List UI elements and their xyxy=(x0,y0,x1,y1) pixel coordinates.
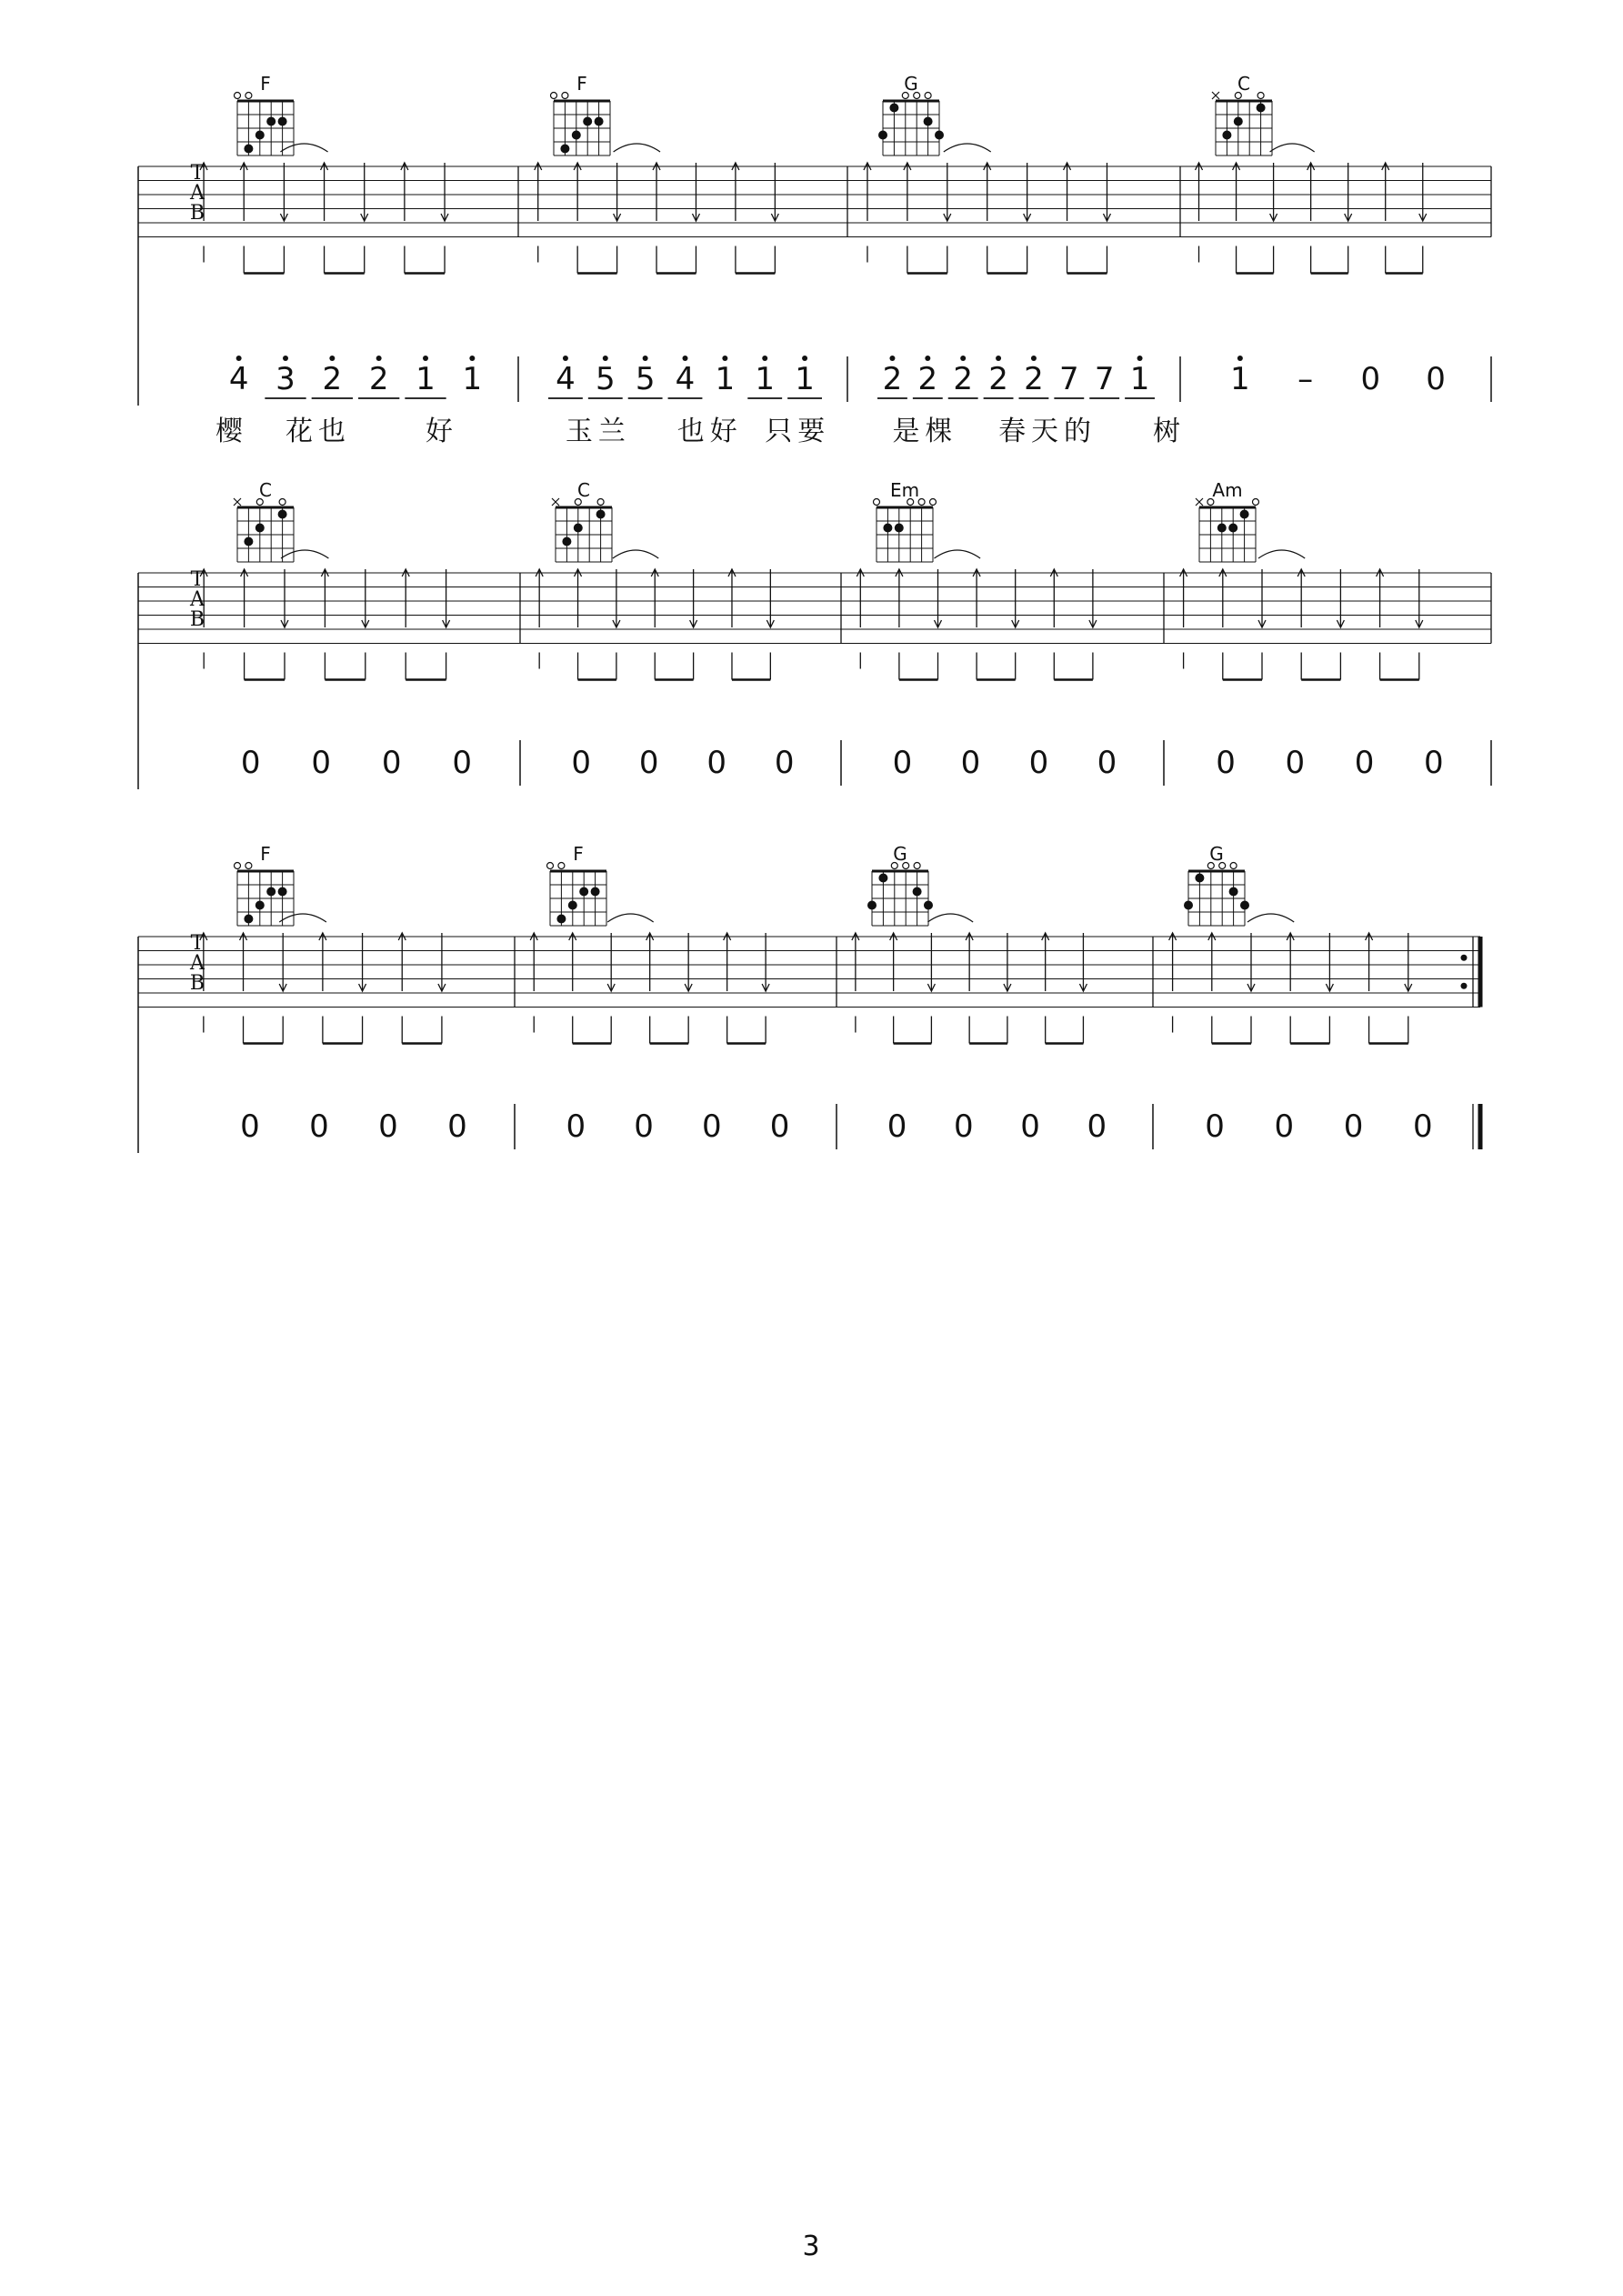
open-string-marker xyxy=(235,93,241,99)
finger-dot xyxy=(1234,117,1243,126)
jianpu-note: 0 xyxy=(571,745,592,781)
octave-dot xyxy=(925,356,930,361)
lyric-text: 只要 xyxy=(765,416,831,447)
jianpu-note: 0 xyxy=(954,1108,974,1145)
finger-dot xyxy=(266,117,276,126)
chord-diagram xyxy=(878,73,944,155)
jianpu-note: 2 xyxy=(322,361,343,397)
finger-dot xyxy=(244,145,253,154)
tie-arc xyxy=(281,550,328,558)
chord-diagram xyxy=(551,73,611,155)
finger-dot xyxy=(1229,887,1238,897)
finger-dot xyxy=(556,915,566,924)
finger-dot xyxy=(895,524,904,533)
score-systems xyxy=(138,73,1491,1153)
chord-diagram xyxy=(234,479,294,562)
measure xyxy=(1180,479,1491,786)
jianpu-note: 0 xyxy=(1426,361,1446,397)
chord-diagram xyxy=(1184,843,1249,926)
finger-dot xyxy=(255,524,265,533)
jianpu-note: 1 xyxy=(715,361,736,397)
octave-dot xyxy=(376,356,382,361)
finger-dot xyxy=(883,524,892,533)
jianpu-note: 0 xyxy=(1097,745,1117,781)
octave-dot xyxy=(1031,356,1037,361)
finger-dot xyxy=(1240,510,1249,519)
page-number: 3 xyxy=(802,2231,820,2262)
jianpu-note: 0 xyxy=(634,1108,654,1145)
octave-dot xyxy=(889,356,895,361)
jianpu-note: 7 xyxy=(1094,361,1115,397)
jianpu-note: 0 xyxy=(240,745,261,781)
octave-dot xyxy=(722,356,727,361)
muted-string-marker xyxy=(1196,498,1203,506)
chord-name: F xyxy=(260,843,271,865)
jianpu-note: 0 xyxy=(892,745,913,781)
tie-arc xyxy=(614,144,660,152)
jianpu-note: 2 xyxy=(1024,361,1044,397)
octave-dot xyxy=(563,356,568,361)
chord-name: F xyxy=(573,843,584,865)
measure xyxy=(536,479,841,786)
jianpu-note: 4 xyxy=(228,361,249,397)
tab-clef-letter: A xyxy=(190,952,205,975)
open-string-marker xyxy=(925,93,931,99)
chord-diagram xyxy=(235,843,295,926)
tab-clef-letter: A xyxy=(190,588,205,611)
finger-dot xyxy=(1257,104,1266,113)
octave-dot xyxy=(329,356,335,361)
tab-clef-letter: A xyxy=(190,182,205,205)
finger-dot xyxy=(1217,524,1227,533)
measure xyxy=(200,843,515,1149)
jianpu-note: 0 xyxy=(774,745,795,781)
finger-dot xyxy=(1240,901,1249,910)
finger-dot xyxy=(889,104,898,113)
open-string-marker xyxy=(914,863,920,869)
open-string-marker xyxy=(930,499,937,506)
open-string-marker xyxy=(562,93,568,99)
open-string-marker xyxy=(245,93,252,99)
jianpu-note: 2 xyxy=(917,361,938,397)
jianpu-note: 7 xyxy=(1058,361,1079,397)
finger-dot xyxy=(255,901,265,910)
jianpu-note: 5 xyxy=(595,361,616,397)
finger-dot xyxy=(255,131,265,140)
score-system xyxy=(138,479,1491,789)
jianpu-note: 0 xyxy=(638,745,659,781)
chord-name: G xyxy=(904,73,918,95)
tie-arc xyxy=(1270,144,1315,152)
chord-name: F xyxy=(576,73,587,95)
jianpu-note: 0 xyxy=(769,1108,790,1145)
lyric-text: 也好 xyxy=(676,416,743,447)
chord-name: Am xyxy=(1212,479,1243,501)
lyric-text: 好 xyxy=(426,416,458,447)
lyric-text: 树 xyxy=(1153,416,1186,447)
jianpu-note: 0 xyxy=(1360,361,1381,397)
measure xyxy=(852,843,1153,1149)
jianpu-note: 0 xyxy=(1020,1108,1040,1145)
chord-name: C xyxy=(1237,73,1250,95)
open-string-marker xyxy=(597,499,604,506)
finger-dot xyxy=(867,901,877,910)
finger-dot xyxy=(244,915,253,924)
jianpu-note: 2 xyxy=(953,361,974,397)
measure xyxy=(530,843,837,1149)
jianpu-note: 0 xyxy=(1205,1108,1225,1145)
jianpu-note: 0 xyxy=(447,1108,467,1145)
chord-name: C xyxy=(259,479,272,501)
chord-diagram xyxy=(235,73,295,155)
finger-dot xyxy=(596,510,606,519)
finger-dot xyxy=(595,117,604,126)
jianpu-note: 3 xyxy=(276,361,296,397)
measure xyxy=(1153,73,1491,447)
chord-name: G xyxy=(1209,843,1224,865)
muted-string-marker xyxy=(1212,92,1219,99)
jianpu-note: 0 xyxy=(1285,745,1306,781)
jianpu-note: 0 xyxy=(240,1108,260,1145)
muted-string-marker xyxy=(234,498,241,506)
open-string-marker xyxy=(551,93,557,99)
jianpu-note: 1 xyxy=(1230,361,1250,397)
open-string-marker xyxy=(1253,499,1259,506)
chord-diagram xyxy=(547,843,607,926)
jianpu-note: 2 xyxy=(368,361,389,397)
octave-dot xyxy=(236,356,242,361)
octave-dot xyxy=(762,356,767,361)
jianpu-note: 0 xyxy=(309,1108,329,1145)
open-string-marker xyxy=(1257,93,1264,99)
jianpu-note: 0 xyxy=(887,1108,907,1145)
jianpu-note: 0 xyxy=(960,745,981,781)
measure xyxy=(200,479,520,786)
jianpu-note: 4 xyxy=(556,361,576,397)
open-string-marker xyxy=(547,863,554,869)
tie-arc xyxy=(1258,550,1305,558)
jianpu-note: 0 xyxy=(452,745,473,781)
open-string-marker xyxy=(1207,499,1214,506)
jianpu-note: 0 xyxy=(311,745,332,781)
tab-clef-letter: B xyxy=(189,608,205,631)
jianpu-note: 0 xyxy=(566,1108,586,1145)
measure xyxy=(857,479,1164,786)
jianpu-note: 0 xyxy=(702,1108,722,1145)
repeat-dot xyxy=(1461,955,1468,961)
finger-dot xyxy=(913,887,922,897)
lyric-text: 玉兰 xyxy=(565,416,631,447)
finger-dot xyxy=(244,537,253,546)
finger-dot xyxy=(574,524,583,533)
jianpu-note: 1 xyxy=(1129,361,1150,397)
jianpu-note: 0 xyxy=(1354,745,1375,781)
chord-name: G xyxy=(893,843,907,865)
jianpu-note: 0 xyxy=(706,745,727,781)
jianpu-note: 0 xyxy=(1087,1108,1107,1145)
chord-diagram xyxy=(552,479,612,562)
finger-dot xyxy=(568,901,577,910)
jianpu-note: 2 xyxy=(988,361,1008,397)
octave-dot xyxy=(283,356,288,361)
finger-dot xyxy=(1222,131,1231,140)
octave-dot xyxy=(1137,356,1143,361)
finger-dot xyxy=(1195,874,1204,883)
chord-name: C xyxy=(577,479,590,501)
chord-diagram xyxy=(1212,73,1272,155)
finger-dot xyxy=(1228,524,1237,533)
chord-diagram xyxy=(867,843,933,926)
jianpu-note: 0 xyxy=(1216,745,1236,781)
octave-dot xyxy=(423,356,428,361)
repeat-dot xyxy=(1461,983,1468,989)
open-string-marker xyxy=(279,499,286,506)
open-string-marker xyxy=(245,863,252,869)
finger-dot xyxy=(266,887,276,897)
measure xyxy=(864,73,1180,447)
muted-string-marker xyxy=(552,498,559,506)
score-system xyxy=(138,73,1491,447)
chord-name: Em xyxy=(889,479,920,501)
jianpu-note: 1 xyxy=(462,361,483,397)
finger-dot xyxy=(924,117,933,126)
jianpu-note: 0 xyxy=(1343,1108,1364,1145)
tie-arc xyxy=(935,550,981,558)
finger-dot xyxy=(878,874,887,883)
measure xyxy=(535,73,847,447)
lyric-text: 樱 xyxy=(215,416,248,447)
tie-arc xyxy=(613,550,658,558)
finger-dot xyxy=(562,537,571,546)
octave-dot xyxy=(960,356,966,361)
jianpu-note: 1 xyxy=(795,361,815,397)
finger-dot xyxy=(878,131,887,140)
finger-dot xyxy=(935,131,944,140)
tie-arc xyxy=(944,144,991,152)
octave-dot xyxy=(1237,356,1243,361)
octave-dot xyxy=(469,356,475,361)
jianpu-note: 0 xyxy=(1413,1108,1433,1145)
lyric-text: 花也 xyxy=(286,416,351,447)
chord-name: F xyxy=(260,73,271,95)
finger-dot xyxy=(924,901,933,910)
jianpu-note: 0 xyxy=(381,745,402,781)
open-string-marker xyxy=(235,863,241,869)
octave-dot xyxy=(643,356,648,361)
octave-dot xyxy=(683,356,688,361)
tab-clef-letter: T xyxy=(190,568,205,591)
jianpu-note: – xyxy=(1297,361,1314,397)
octave-dot xyxy=(802,356,807,361)
tie-arc xyxy=(1247,914,1294,922)
jianpu-note: 0 xyxy=(1274,1108,1295,1145)
lyric-text: 是棵 xyxy=(892,416,958,447)
tie-arc xyxy=(279,914,326,922)
jianpu-note: 0 xyxy=(1028,745,1049,781)
finger-dot xyxy=(278,117,287,126)
jianpu-note: 4 xyxy=(675,361,696,397)
chord-diagram xyxy=(1196,479,1259,562)
lyric-text: 春天的 xyxy=(998,416,1097,447)
measure xyxy=(1169,843,1480,1149)
open-string-marker xyxy=(918,499,925,506)
finger-dot xyxy=(572,131,581,140)
finger-dot xyxy=(560,145,569,154)
tie-arc xyxy=(607,914,653,922)
measure xyxy=(200,73,518,447)
octave-dot xyxy=(996,356,1001,361)
open-string-marker xyxy=(1230,863,1237,869)
finger-dot xyxy=(1184,901,1193,910)
jianpu-note: 1 xyxy=(416,361,436,397)
octave-dot xyxy=(603,356,608,361)
finger-dot xyxy=(278,887,287,897)
tab-clef-letter: B xyxy=(189,202,205,225)
open-string-marker xyxy=(874,499,880,506)
jianpu-note: 0 xyxy=(378,1108,398,1145)
tie-arc xyxy=(927,914,973,922)
jianpu-note: 2 xyxy=(882,361,903,397)
tie-arc xyxy=(280,144,327,152)
tab-clef-letter: T xyxy=(190,162,205,185)
chord-diagram xyxy=(874,479,937,562)
open-string-marker xyxy=(558,863,565,869)
finger-dot xyxy=(278,510,287,519)
tab-clef-letter: T xyxy=(190,932,205,955)
finger-dot xyxy=(579,887,588,897)
jianpu-note: 5 xyxy=(635,361,656,397)
tab-clef-letter: B xyxy=(189,972,205,995)
jianpu-note: 1 xyxy=(755,361,776,397)
score-system xyxy=(138,843,1480,1153)
finger-dot xyxy=(583,117,592,126)
finger-dot xyxy=(591,887,600,897)
jianpu-note: 0 xyxy=(1424,745,1444,781)
